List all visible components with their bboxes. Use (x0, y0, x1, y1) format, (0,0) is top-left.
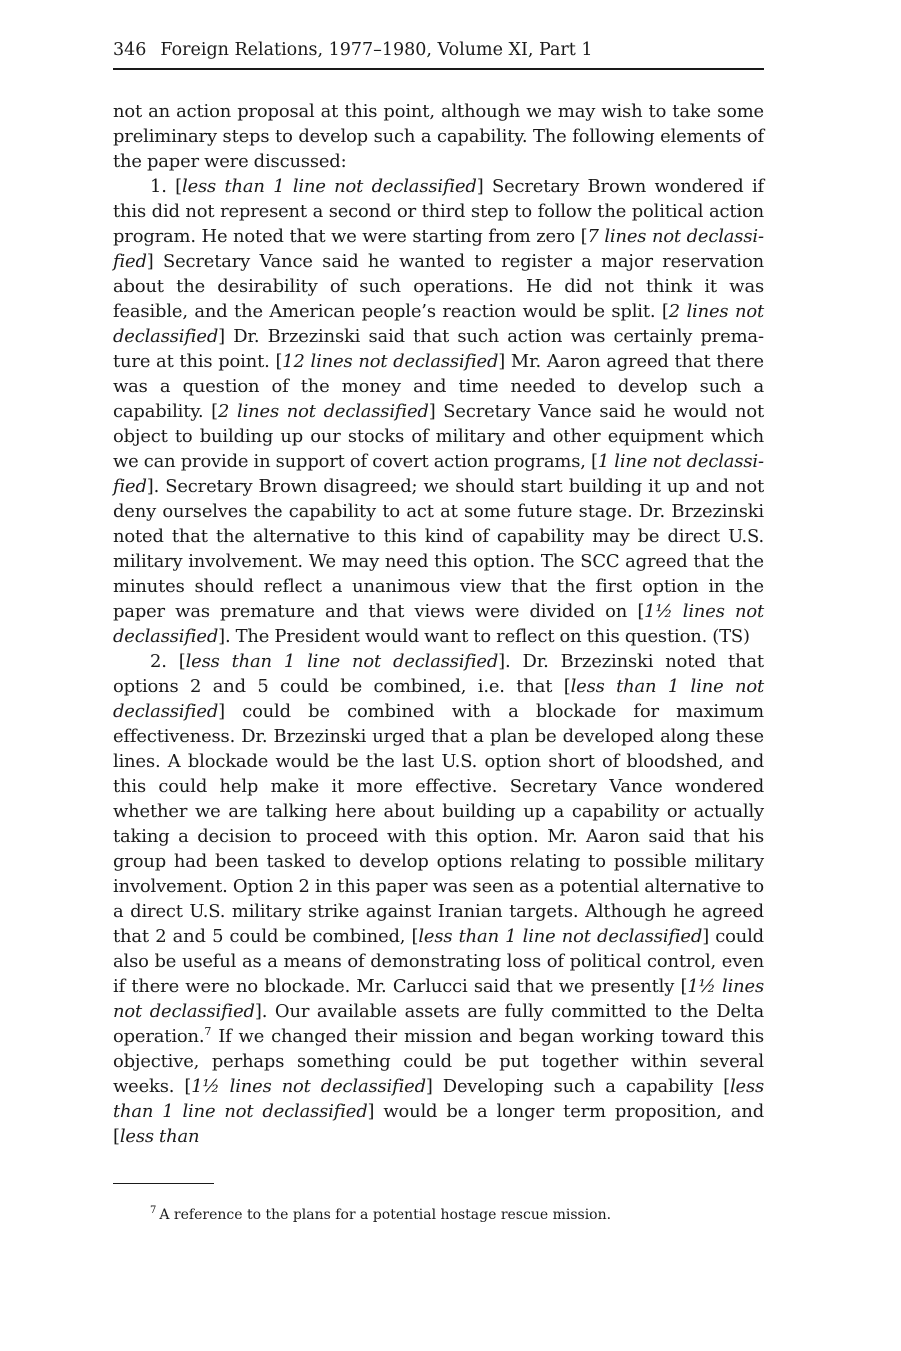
footnote-marker: 7 (150, 1205, 157, 1217)
paragraph-item-1: 1. [less than 1 line not declassified] Secretary Brown wondered if this did not represent a second or third step to follow the political action program. He noted that we were starting from zero [7 lines not declassified] Secretary Vance said he wanted to register a major reservation about the desirability of such operations. He did not think it was feasible, and the American people’s reaction would be split. [2 lines not declassified] Dr. Brzezinski said that such action was certainly premature at this point. [12 lines not declassified] Mr. Aaron agreed that there was a question of the money and time needed to develop such a capability. [2 lines not declassified] Secretary Vance said he would not object to building up our stocks of military and other equipment which we can provide in support of covert action programs, [1 line not declassified]. Secretary Brown disagreed; we should start building it up and not deny ourselves the capability to act at some future stage. Dr. Brzezinski noted that the alternative to this kind of capability may be direct U.S. military involvement. We may need this option. The SCC agreed that the minutes should reflect a unanimous view that the first option in the paper was premature and that views were divided on [1½ lines not declassified]. The President would want to reflect on this question. (TS) (113, 176, 765, 647)
running-header (113, 38, 764, 62)
redaction-note: 2 lines not declassified (113, 301, 764, 347)
redaction-note: 1½ lines not declassified (113, 601, 764, 647)
redaction-note: less than 1 line not declassified (418, 926, 703, 947)
redaction-note: 2 lines not declassified (218, 401, 429, 422)
footnote-text: A reference to the plans for a potential hostage rescue mission. (159, 1207, 612, 1223)
redaction-note: less than 1 line not declassified (185, 651, 499, 672)
redaction-note: 1 line not declassified (113, 451, 765, 497)
redaction-note: 12 lines not declassified (282, 351, 499, 372)
footnote-reference: 7 (204, 1025, 212, 1039)
footnote (150, 1205, 764, 1225)
footnote-rule (113, 1183, 214, 1184)
redaction-note: less than (119, 1126, 200, 1147)
redaction-note: 1½ lines not declassified (191, 1076, 426, 1097)
body-text (113, 99, 764, 1149)
paragraph-item-2: 2. [less than 1 line not declassified]. Dr. Brzezinski noted that options 2 and 5 could be combined, i.e. that [less than 1 line not declassified] could be combined with a blockade for maximum effectiveness. Dr. Brzezinski urged that a plan be developed along these lines. A blockade would be the last U.S. option short of bloodshed, and this could help make it more effective. Secretary Vance wondered whether we are talking here about building up a capability or actually taking a decision to proceed with this option. Mr. Aaron said that his group had been tasked to develop options relating to possible military involvement. Option 2 in this paper was seen as a potential alternative to a direct U.S. military strike against Iranian targets. Although he agreed that 2 and 5 could be combined, [less than 1 line not declassified] could also be useful as a means of demonstrating loss of political control, even if there were no blockade. Mr. Carlucci said that we presently [1½ lines not declassified]. Our available assets are fully committed to the Delta operation.$^7$ If we changed their mission and began working toward this objective, perhaps something could be put together within several weeks. [1½ lines not declassified] Developing such a capability [less than 1 line not declassified] would be a longer term proposition, and [less than (113, 651, 765, 1147)
paragraph-continued: not an action proposal at this point, although we may wish to take some preliminary steps to develop such a capability. The following elements of the paper were discussed: (113, 101, 764, 172)
running-title: Foreign Relations, 1977–1980, Volume XI, Part 1 (160, 40, 593, 60)
redaction-note: less than 1 line not declassified (113, 1076, 765, 1122)
redaction-note: less than 1 line not declassified (113, 676, 764, 722)
redaction-note: 7 lines not declassified (113, 226, 764, 272)
header-rule (113, 68, 764, 70)
page-number: 346 (113, 40, 147, 60)
redaction-note: 1½ lines not declassified (113, 976, 764, 1022)
redaction-note: less than 1 line not declassified (182, 176, 477, 197)
